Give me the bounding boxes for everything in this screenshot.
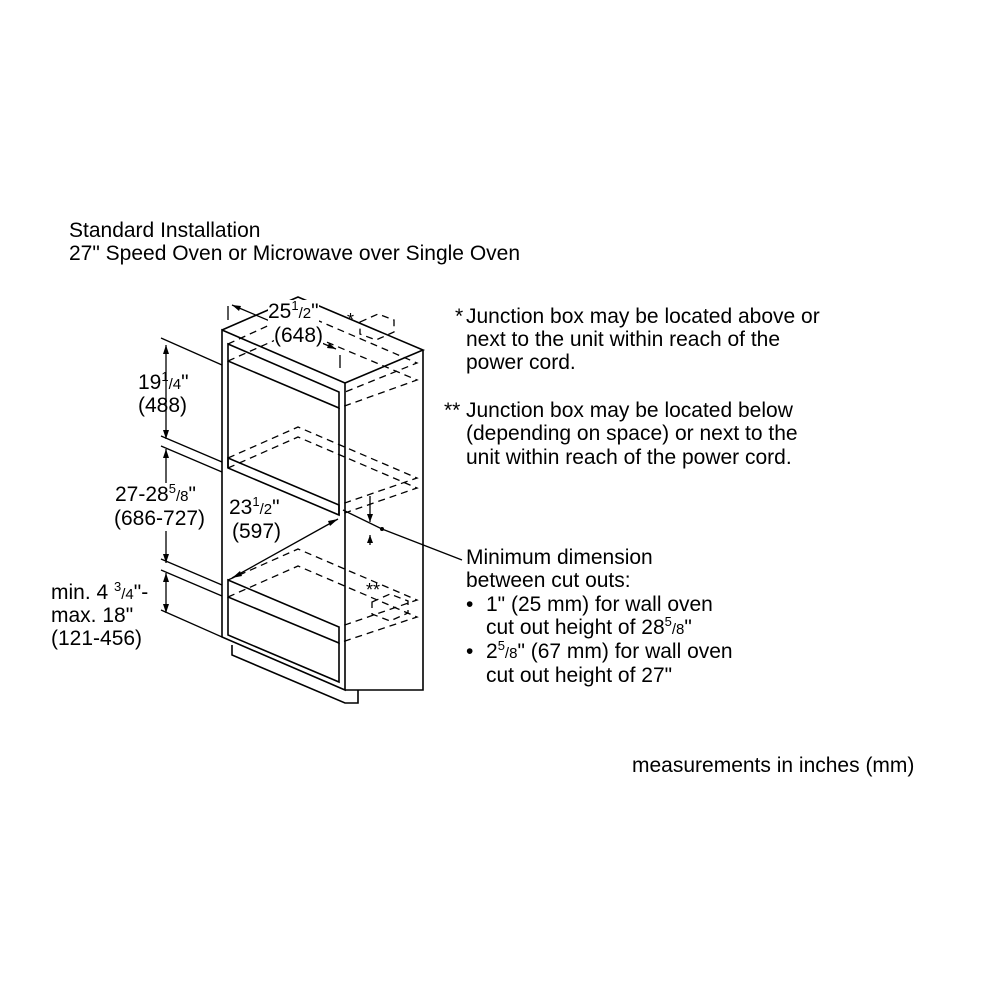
hidden-line bbox=[228, 566, 417, 643]
min-dimension-item2-height: cut out height of 27" bbox=[486, 664, 673, 687]
bullet: • bbox=[466, 640, 474, 663]
diagram-title: Standard Installation bbox=[69, 219, 261, 242]
bullet: • bbox=[466, 593, 474, 616]
min-dimension-heading: Minimum dimension bbox=[466, 546, 653, 569]
note2-line: Junction box may be located below bbox=[466, 399, 793, 422]
dim-lower-height-mm: (121-456) bbox=[51, 627, 143, 650]
dim-depth: $23^1/2$" bbox=[229, 496, 280, 522]
measurements-note: measurements in inches (mm) bbox=[632, 754, 915, 777]
dim-cutout-height-mm: (686-727) bbox=[114, 507, 206, 530]
junction-marker-double: ** bbox=[366, 580, 381, 600]
note1-line: power cord. bbox=[466, 351, 576, 374]
note1-line: next to the unit within reach of the bbox=[466, 328, 781, 351]
note2-marker: ** bbox=[444, 399, 461, 422]
min-dimension-item2: $2^5/8$" (67 mm) for wall oven bbox=[486, 638, 733, 663]
dim-top-width: $25^1/2$" bbox=[268, 300, 319, 326]
dim-upper-height-mm: (488) bbox=[138, 394, 188, 417]
dim-depth-mm: (597) bbox=[232, 520, 282, 543]
min-dimension-item1-height: cut out height of $28^5/8$" bbox=[486, 614, 692, 639]
note2-line: (depending on space) or next to the bbox=[466, 422, 798, 445]
min-dimension-item1: 1" (25 mm) for wall oven bbox=[486, 593, 713, 616]
dim-upper-height: $19^1/4$" bbox=[138, 369, 189, 394]
dim-lower-height-max: max. 18" bbox=[51, 604, 134, 627]
note1-marker: * bbox=[455, 305, 464, 328]
dim-cutout-height: $27-28^5/8$" bbox=[115, 483, 196, 509]
diagram-subtitle: 27" Speed Oven or Microwave over Single Oven bbox=[69, 242, 521, 265]
min-dimension-subheading: between cut outs: bbox=[466, 569, 631, 592]
dim-top-width-mm: (648) bbox=[274, 324, 324, 347]
hidden-line bbox=[228, 549, 417, 627]
note1-line: Junction box may be located above or bbox=[466, 305, 820, 328]
note2-line: unit within reach of the power cord. bbox=[466, 446, 792, 469]
junction-marker-single: * bbox=[347, 310, 355, 330]
dim-lower-height: min. 4 $^3$/4"- bbox=[51, 579, 149, 604]
